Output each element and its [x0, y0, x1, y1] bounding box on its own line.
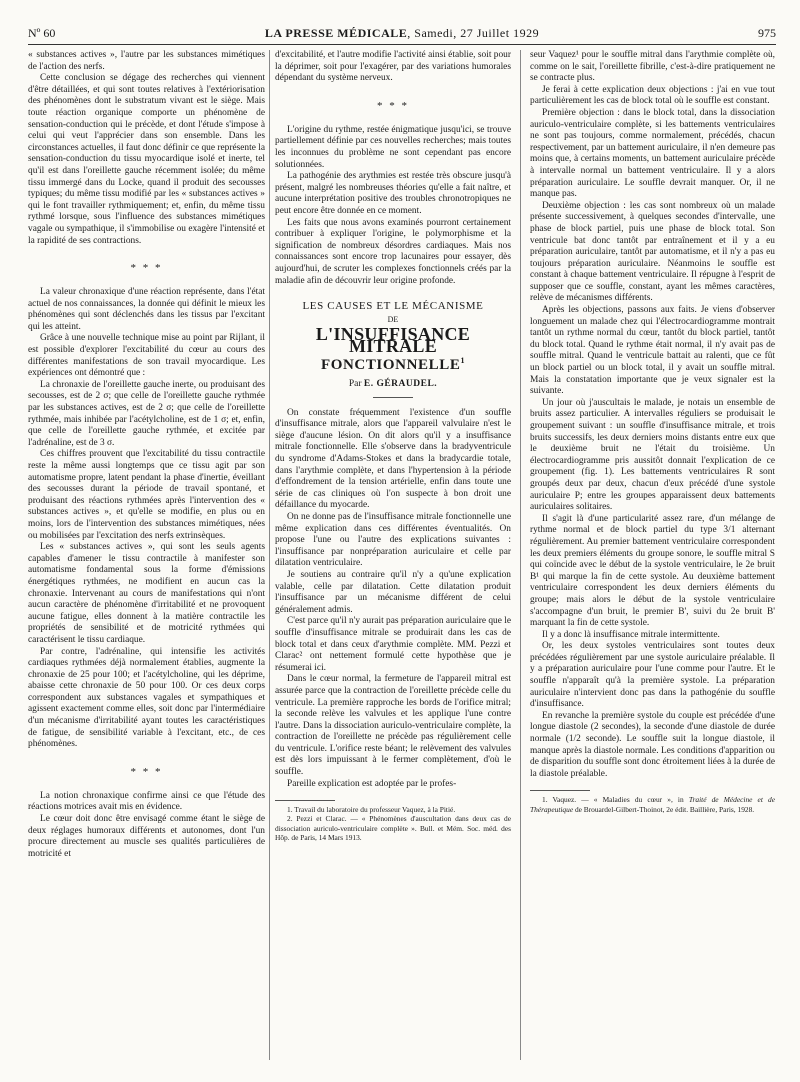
- article-title-block: [275, 301, 511, 398]
- title-rule: [373, 397, 413, 398]
- article-title-sub: [275, 355, 511, 372]
- paragraph: Je ferai à cette explication deux objections : j'ai en vue tout particulièrement les cas de block total où le souffle est constant.: [530, 84, 775, 107]
- paragraph: Les « substances actives », qui sont les seuls agents capables d'amener le tissu contractile à manifester son automatisme fondamental sous la forme d'émissions énergétiques rythmées, ne modifient en aucun cas la chronaxie. Intervenant au cours de manifestations qui n'ont aucun caractère de phénomène d'irritabilité et ne provoquent aucune fatigue, elles donnent à la matière contractile les propriétés de sensibilité et de motricité rythmées qui caractérisent le tissu cardiaque.: [28, 542, 265, 645]
- author-prefix: Par: [348, 379, 364, 390]
- column-divider: [520, 50, 521, 1060]
- paragraph: Pareille explication est adoptée par le profes-: [287, 778, 457, 789]
- article-title-main: L'INSUFFISANCE MITRALE: [315, 324, 471, 356]
- paragraph: En revanche la première systole du couple est précédée d'une longue diastole (2 secondes), la seconde d'une diastole de durée normale (1/2 seconde). Le souffle suit la longue diastole, il manque après la diastole normale. Les conditions d'apparition ou de disparition du souffle sont donc étroitement liées à la durée de la diastole préalable.: [530, 710, 775, 779]
- footnote-text: 1. Vaquez. — « Maladies du cœur », in: [542, 795, 689, 805]
- paragraph: Par contre, l'adrénaline, qui intensifie les activités cardiaques rythmées déjà normalement établies, augmente la chronaxie de 25 pour 100; et l'acétylcholine, qui les déprime, abaisse cette chronaxie de 50 pour 100. Or ces deux corps correspondent aux substances vagales et sympathiques et agissent exactement comme elles, soit donc par l'intermédiaire d'un mécanisme d'irritabilité ayant toutes les caractéristiques de fatigue, de sensibilité variable à l'excitant, etc., de ces phénomènes.: [28, 646, 265, 750]
- paragraph: Les faits que nous avons examinés pourront certainement contribuer à expliquer l'origine, le polymorphisme et la signification de nombreux désordres cardiaques. Mais nos connaissances sont encore trop lacunaires pour essayer, dès aujourd'hui, de scruter les complexes fonctionnels créés par la maladie afin de découvrir leur origine profonde.: [275, 217, 511, 286]
- paragraph: Grâce à une nouvelle technique mise au point par Rijlant, il est possible d'explorer l'excitabilité du cœur au cours des différentes manifestations de son travail myocardique. Les expériences ont démontré que :: [28, 333, 265, 379]
- paragraph: La pathogénie des arythmies est restée très obscure jusqu'à présent, malgré les nombreuses théories qu'elle a fait naître, et aucune interprétation positive des troubles chronotropiques ne peut encore être donnée en ce moment.: [275, 171, 511, 216]
- footnote-rule: [275, 800, 335, 801]
- issue-date: , Samedi, 27 Juillet 1929: [407, 26, 540, 40]
- footnote: 2. Pezzi et Clarac. — « Phénomènes d'auscultation dans deux cas de dissociation auriculo-ventriculaire complète ». Bull. et Mém. Soc. méd. des Hôp. de Paris, 14 Mars 1913.: [275, 814, 511, 842]
- column-divider: [269, 50, 270, 1060]
- column-1: [28, 50, 265, 860]
- paragraph: C'est parce qu'il n'y aurait pas préparation auriculaire que le souffle d'insuffisance mitrale se produirait dans les cas de block total et dans ceux d'arythmie complète. MM. Pezzi et Clarac² ont nettement formulé cette hypothèse que je résumerai ici.: [275, 616, 511, 673]
- page-header: [28, 24, 776, 42]
- footnote-ref: 1: [460, 356, 466, 366]
- paragraph: Un jour où j'auscultais le malade, je notais un ensemble de bruits assez particulier. A intervalles réguliers se produisait le groupement suivant : un souffle d'insuffisance mitrale, et trois bruits successifs, les deux derniers moins distants entre eux que le deuxième bruit ne l'était du troisième. Un électrocardiogramme pris aussitôt donnait l'explication de ce groupement (fig. 1). Les battements ventriculaires R sont groupés deux par deux, chacun d'eux précédé d'une systole auriculaire P; entre les groupes apparaissent deux battements auriculaires solitaires.: [530, 397, 775, 513]
- footnote-book-title: Traité de Médecine et de Thérapeutique: [530, 795, 775, 814]
- paragraph: Il s'agit là d'une particularité assez rare, d'un mélange de rythme normal et de block partiel du type 3/1 alternant régulièrement. Au premier battement ventriculaire correspondent les deux premiers éléments du groupe sonore, le souffle mitral S qui coïncide avec le début de la systole ventriculaire, le 2e bruit B¹ qui marque la fin de cette systole. Au deuxième battement ventriculaire correspondent les deux derniers éléments du groupe; mais alors le début de la systole ventriculaire s'accompagne d'un bruit, le premier B', suivi du 2e bruit B' marquant la fin de cette systole.: [530, 513, 775, 629]
- paragraph: L'origine du rythme, restée énigmatique jusqu'ici, se trouve partiellement définie par ces nouvelles recherches; mais toutes les inconnues du problème ne sont cependant pas encore solutionnées.: [275, 124, 511, 170]
- page-number: 975: [758, 26, 776, 40]
- paragraph: Cette conclusion se dégage des recherches qui viennent d'être détaillées, et qui sont toutes relatives à l'extériorisation des phénomènes dont le substratum vivant est le siège. Mais toute réaction organique comporte un phénomène de sensation-conduction qui le précède, et dont l'étude s'impose à celui qui veut l'apprécier dans son ensemble. Dans les circonstances actuelles, il faut donc définir ce que représente la sensation-conduction du tissu myocardique isolé et inerte, tel qu'il est dans l'oreillette gauche récemment isolée; du même tissu immergé dans du Locke, quand il produit des secousses typiques; du même tissu modifié par les « substances actives » qui le font travailler rythmiquement; et, enfin, du même tissu rythmé lorsque, sous l'influence des substances mimétiques vagale ou sympathique, il s'immobilise ou exagère l'intensité et la rapidité de ses contractions.: [28, 73, 265, 246]
- paragraph: Le cœur doit donc être envisagé comme étant le siège de deux réglages humoraux différents et autonomes, dont l'un procure directement au muscle ses qualités particulières de motricité et: [28, 814, 265, 859]
- paragraph: La valeur chronaxique d'une réaction représente, dans l'état actuel de nos connaissances, la donnée qui définit le mieux les phénomènes qui sont déclenchés dans les tissus par l'excitant qui les atteint.: [28, 287, 265, 332]
- footnote: 1. Travail du laboratoire du professeur Vaquez, à la Pitié.: [287, 805, 456, 815]
- header-rule: [28, 44, 776, 45]
- issue-number: Nº 60: [28, 26, 56, 40]
- column-3: [530, 50, 775, 814]
- author-line: [275, 379, 511, 391]
- journal-title: LA PRESSE MÉDICALE: [264, 26, 408, 40]
- footnote-text: de Brouardel-Gilbert-Thoinot, 2e édit. Baillière, Paris, 1928.: [573, 804, 755, 814]
- paragraph: Après les objections, passons aux faits. Je viens d'observer longuement un malade chez qui l'électrocardiogramme montrait tantôt un rythme normal du cœur, tantôt du block partiel, tantôt du block total. Quand le rythme était normal, il n'y avait pas de souffle mitral. Quand le ventricule battait au ralenti, que ce fût un block partiel ou un block total, il y avait un souffle mitral. Mais la constatation importante que je veux signaler est la suivante.: [530, 305, 775, 397]
- paragraph: Ces chiffres prouvent que l'excitabilité du tissu contractile reste la même aussi longtemps que ce tissu agit par son automatisme propre, latent pendant la phase d'inertie, éveillant des secousses durant la période de travail spontané, et produisant des réactions rythmées après l'intervention des « substances actives », et qu'elle se modifie, en plus ou en moins, lors de l'intervention des substances mimétiques, nées ou mobilisées par l'excitation des nerfs extrinsèques.: [28, 449, 265, 541]
- section-break: * * *: [377, 99, 409, 112]
- footnote-rule: [530, 790, 590, 791]
- paragraph: On constate fréquemment l'existence d'un souffle d'insuffisance mitrale, alors que l'appareil valvulaire n'est le siège d'aucune lésion. On dit alors qu'il y a insuffisance mitrale fonctionnelle. Elle s'observe dans la bradyventricule du syndrome d'Adams-Stokes et dans la bradycardie totale, dans l'arythmie complète, et dans l'hypertension à la période d'effondrement de la tension artérielle, enfin dans toute une série de cas cliniques où l'on suspecte à bon droit une défaillance du myocarde.: [275, 407, 511, 511]
- column-2: [275, 50, 511, 842]
- paragraph: Dans le cœur normal, la fermeture de l'appareil mitral est assurée parce que la contraction de l'oreillette précède celle du ventricule. La première rapproche les bords de l'orifice mitral; la seconde relève les valvules et les applique l'une contre l'autre. Dans la dissociation auriculo-ventriculaire complète, la contraction de l'oreillette ne précède pas régulièrement celle du ventricule. L'orifice reste béant; le relèvement des valvules est dès lors impuissant à le fermer complètement, d'où le souffle.: [275, 674, 511, 778]
- section-break: * * *: [130, 765, 163, 778]
- paragraph: La chronaxie de l'oreillette gauche inerte, ou produisant des secousses, est de 2 σ; que celle de l'oreillette gauche rythmée par les substances actives, est de 2 σ; que celle de l'oreillette rythmée, mais inhibée par l'acétylcholine, est de 1 σ; et, enfin, que celle de l'oreillette gauche rythmée, et excitée par l'adrénaline, est de 3 σ.: [28, 379, 265, 448]
- paragraph: Deuxième objection : les cas sont nombreux où un malade présente successivement, à quelques secondes d'intervalle, une phase de block partiel, puis une phase de block total. Son ventricule bat donc tantôt par entraînement et il y a eu préparation auriculaire, tantôt par automatisme, et il n'y a pas eu toujours préparation auriculaire. Néanmoins le souffle est constant à chaque battement ventriculaire. Il répugne à l'esprit de supposer que ce souffle, constant, ayant les mêmes caractères, relève de mécanismes différents.: [530, 200, 775, 304]
- article-title-line: LES CAUSES ET LE MÉCANISME: [302, 300, 484, 313]
- article-title-line: DE: [387, 314, 399, 324]
- paragraph: « substances actives », l'autre par les substances mimétiques de l'action des nerfs.: [28, 50, 265, 72]
- paragraph: Or, les deux systoles ventriculaires sont toutes deux précédées régulièrement par une systole auriculaire préalable. Il y a préparation auriculaire pour l'une comme pour l'autre. Et le souffle n'apparaît qu'à la première systole. La préparation auriculaire n'intervient donc pas dans la pathogénie du souffle d'insuffisance.: [530, 641, 775, 710]
- paragraph: d'excitabilité, et l'autre modifie l'activité ainsi établie, soit pour la déprimer, soit pour l'exagérer, par des variations humorales dépendant du système nerveux.: [275, 50, 511, 84]
- section-break: * * *: [130, 262, 163, 275]
- paragraph: Il y a donc là insuffisance mitrale intermittente.: [542, 629, 720, 640]
- paragraph: Je soutiens au contraire qu'il n'y a qu'une explication valable, celle par dilatation. Cette dilatation produit l'insuffisance par un mécanisme différent de celui généralement admis.: [275, 569, 511, 615]
- paragraph: La notion chronaxique confirme ainsi ce que l'étude des réactions motrices avait mis en évidence.: [28, 790, 265, 813]
- article-title-word: FONCTIONNELLE: [320, 357, 461, 374]
- paragraph: Première objection : dans le block total, dans la dissociation auriculo-ventriculaire complète, si les battements ventriculaires ne sont pas toujours, comme normalement, précédés, chacun respectivement, par un battement auriculaire, il n'en demeure pas moins que, à certains moments, un battement auriculaire précède à intervalle normal un battement ventriculaire. Il y a alors préparation auriculaire. Le souffle devrait manquer. Or, il ne manque pas.: [530, 107, 775, 200]
- paragraph: seur Vaquez¹ pour le souffle mitral dans l'arythmie complète où, comme on le sait, l'oreillette fibrille, c'est-à-dire pratiquement ne se contracte plus.: [530, 50, 775, 84]
- running-head: [28, 24, 776, 42]
- paragraph: On ne donne pas de l'insuffisance mitrale fonctionnelle une même explication dans ces différentes éventualités. On propose l'une ou l'autre des explications suivantes : l'insuffisance par nonpréparation auriculaire et celle par dilatation ventriculaire.: [275, 512, 511, 569]
- author-name: E. GÉRAUDEL.: [363, 379, 438, 390]
- footnote: [530, 795, 775, 813]
